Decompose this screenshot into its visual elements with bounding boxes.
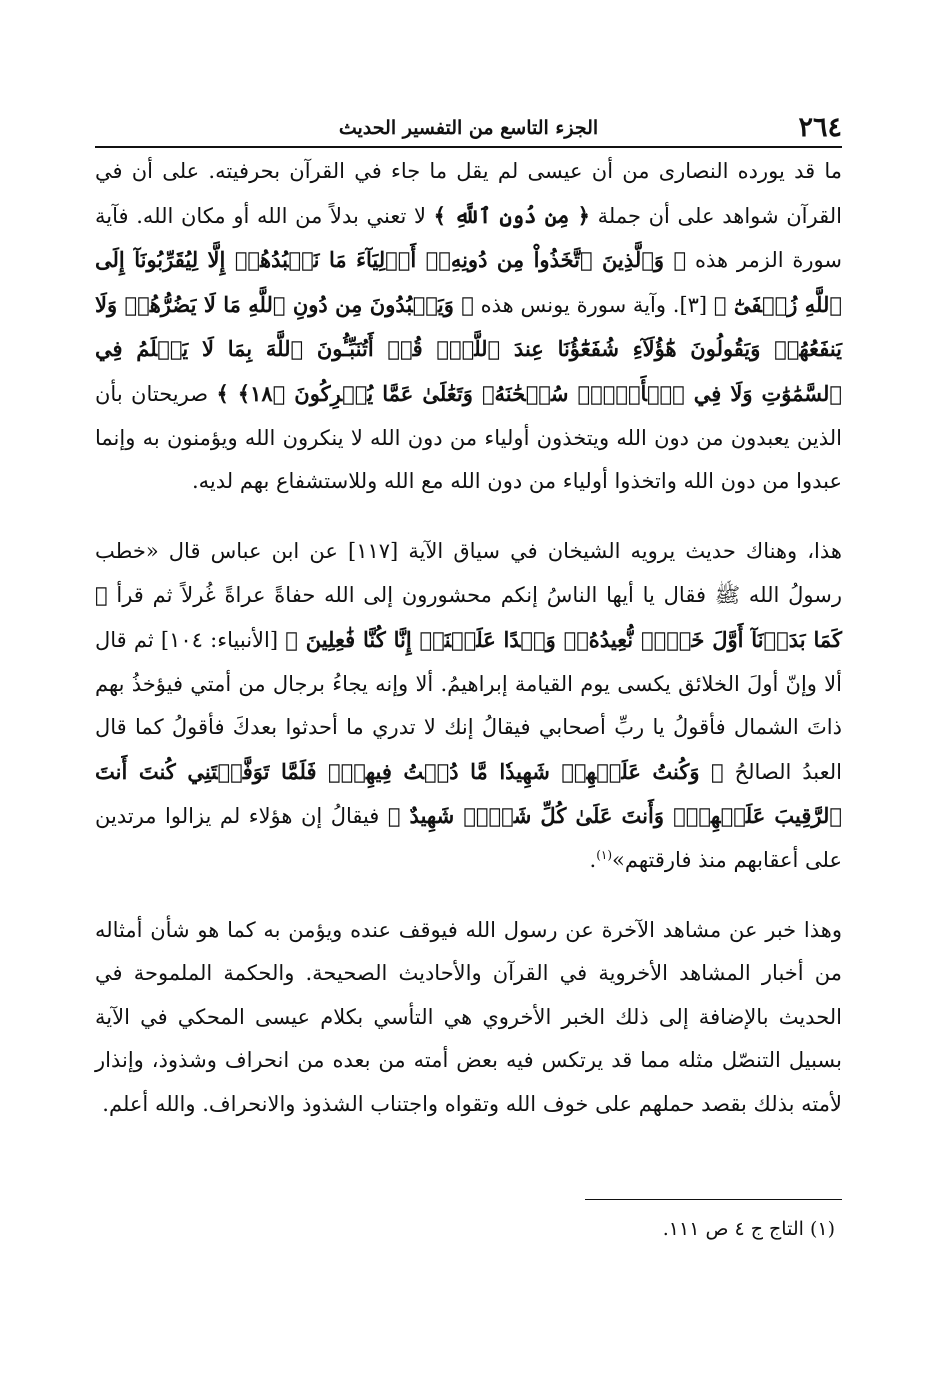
text-segment: . [589,847,597,872]
footnote-divider [585,1199,842,1200]
footnote-reference[interactable]: (١) [596,847,613,862]
quran-quote: ﴿ كَمَا بَدَأۡنَآ أَوَّلَ خَلۡقٖ نُّعِيدُهُۥۚ وَعۡدًا عَلَيۡنَآۚ إِنَّا كُنَّا فَٰعِلِينَ ﴾ [95,582,842,652]
text-segment: ما قد يورده النصارى من أن عيسى لم يقل ما جاء في القرآن بحرفيته. على أن في القرآن شواهد على أن جملة [95,159,842,228]
text-segment: هذا، وهناك حديث يرويه الشيخان في سياق الآية [١١٧] عن ابن عباس قال «خطب رسولُ الله ﷺ فقال يا أيها الناسُ إنكم محشورون إلى الله حفاةً عراةً غُرلاً ثم قرأ [95,538,842,608]
quran-quote: ﴿ وَيَعۡبُدُونَ مِن دُونِ ٱللَّهِ مَا لَا يَضُرُّهُمۡ وَلَا يَنفَعُهُمۡ وَيَقُولُونَ هَٰٓؤُلَآءِ شُفَعَٰٓؤُنَا عِندَ ٱللَّهِۚ قُلۡ أَتُنَبِّـُٔونَ ٱللَّهَ بِمَا لَا يَعۡلَمُ فِي ٱلسَّمَٰوَٰتِ وَلَا فِي ٱلۡأَرۡضِۚ سُبۡحَٰنَهُۥ وَتَعَٰلَىٰ عَمَّا يُشۡرِكُونَ ﴿١٨﴾ ﴾ [95,291,843,406]
page-header [95,112,842,144]
paragraph-3: وهذا خبر عن مشاهد الآخرة عن رسول الله فيوقف عنده ويؤمن به كما هو شأن أمثاله من أخبار المشاهد الأخروية في القرآن والأحاديث الصحيحة. والحكمة الملموحة في الحديث بالإضافة إلى ذلك الخبر الأخروي هي التأسي بكلام عيسى المحكي في الآية بسبيل التنصّل مثله مما قد يرتكس فيه بعض أمته من بعده من انحراف وشذوذ، وإنذار لأمته بذلك بقصد حملهم على خوف الله وتقواه واجتناب الشذوذ والانحراف. والله أعلم. [95,917,842,1116]
page-number: ٢٦٤ [798,112,842,143]
text-segment: لا تعني بدلاً من الله أو مكان الله. فآية سورة الزمر هذه [95,203,842,273]
header-divider [95,146,842,148]
paragraph-1 [95,150,842,504]
paragraph-2 [95,530,842,883]
footnote: (١) التاج ج ٤ ص ١١١. [662,1218,835,1240]
text-segment: [الأنبياء: ١٠٤] ثم قال ألا وإنّ أولَ الخلائق يكسى يوم القيامة إبراهيمُ. ألا وإنه يجاءُ برجال من أمتي فيؤخذُ بهم ذاتَ الشمال فأقولُ يا ربِّ أصحابي فيقالُ إنك لا تدري ما أحدثوا بعدكَ فأقولُ كما قال العبدُ الصالحُ [95,627,842,784]
running-title: الجزء التاسع من التفسير الحديث [338,117,599,139]
text-segment: فيقالُ إن هؤلاء لم يزالوا مرتدين على أعقابهم منذ فارقتهم» [95,804,842,872]
quran-quote: ﴿ مِن دُونِ ٱللَّهِ ﴾ [433,202,590,228]
quran-quote: ﴿ وَكُنتُ عَلَيۡهِمۡ شَهِيدٗا مَّا دُمۡتُ فِيهِمۡۖ فَلَمَّا تَوَفَّيۡتَنِي كُنتَ أَنتَ ٱلرَّقِيبَ عَلَيۡهِمۡۚ وَأَنتَ عَلَىٰ كُلِّ شَيۡءٖ شَهِيدٌ ﴾ [95,758,842,829]
text-segment: [٣]. وآية سورة يونس هذه [480,292,708,317]
quran-quote: ﴿ وَٱلَّذِينَ ٱتَّخَذُواْ مِن دُونِهِۦٓ أَوۡلِيَآءَ مَا نَعۡبُدُهُمۡ إِلَّا لِيُقَرِّبُونَآ إِلَى ٱللَّهِ زُلۡفَىٰٓ ﴾ [95,247,842,317]
main-text [95,150,842,1126]
text-segment: صريحتان بأن الذين يعبدون من دون الله ويتخذون أولياء من دون الله لا ينكرون الله ويؤمنون به وإنما عبدوا من دون الله واتخذوا أولياء من دون الله مع الله وللاستشفاع بهم لديه. [95,381,842,494]
